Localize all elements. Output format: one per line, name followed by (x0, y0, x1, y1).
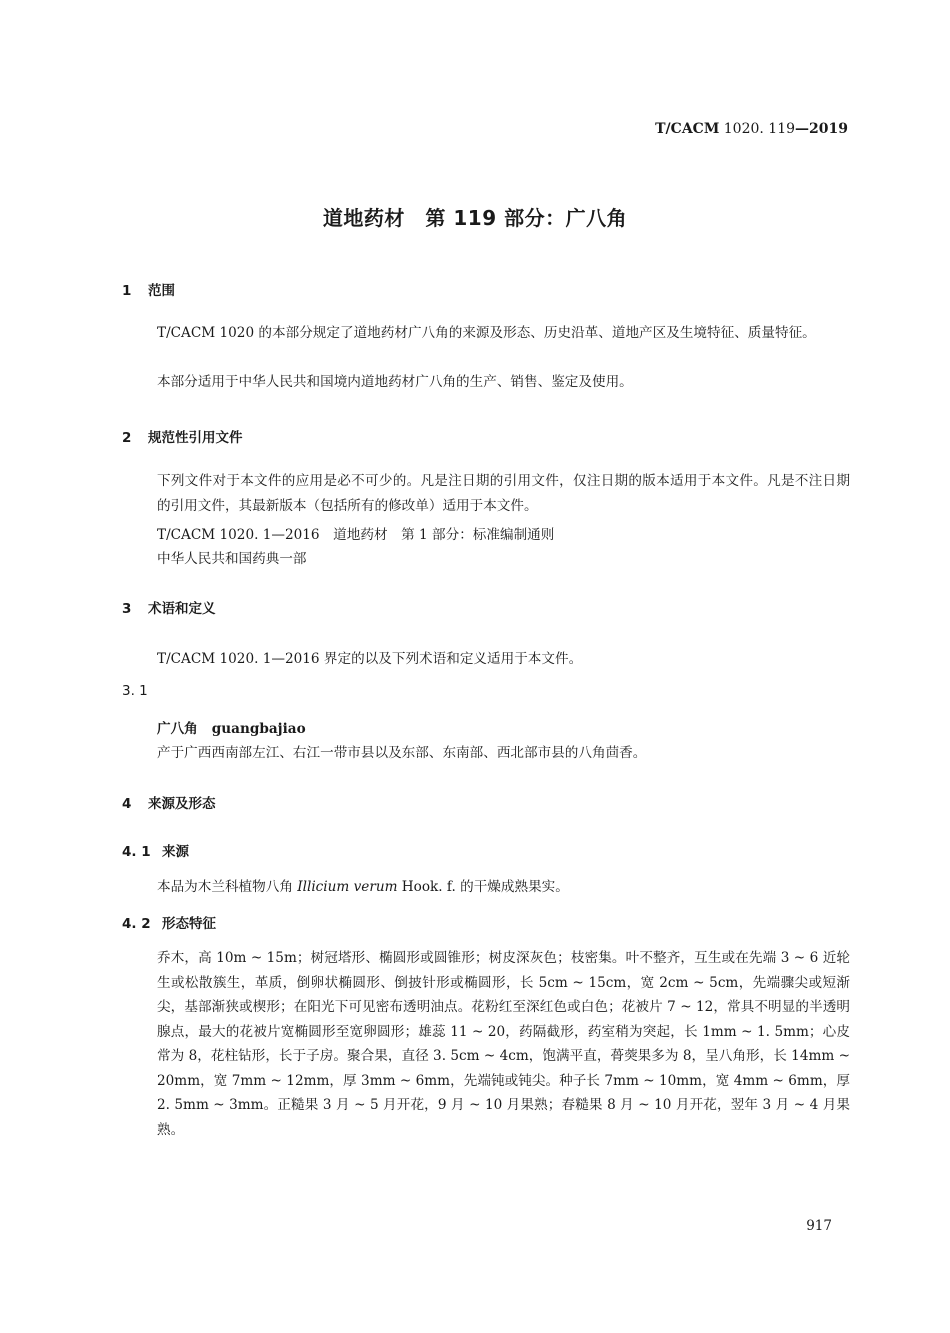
term-entry: 广八角 guangbajiao (157, 721, 306, 737)
clause-3-1-number: 3. 1 (122, 683, 148, 699)
normative-reference-1: T/CACM 1020. 1—2016 道地药材 第 1 部分：标准编制通则 (157, 527, 555, 543)
section-1-heading: 1 范围 (122, 283, 175, 299)
section-2-heading: 2 规范性引用文件 (122, 430, 243, 446)
section-4-heading: 4 来源及形态 (122, 796, 216, 812)
page-number: 917 (806, 1218, 832, 1234)
section-1-paragraph-2: 本部分适用于中华人民共和国境内道地药材广八角的生产、销售、鉴定及使用。 (157, 374, 633, 390)
term-definition: 产于广西西南部左江、右江一带市县以及东部、东南部、西北部市县的八角茴香。 (157, 745, 647, 761)
standard-number: T/CACM 1020. 119—2019 (655, 121, 848, 137)
clause-4-2-heading: 4. 2 形态特征 (122, 916, 216, 932)
section-3-paragraph: T/CACM 1020. 1—2016 界定的以及下列术语和定义适用于本文件。 (157, 651, 583, 667)
section-1-paragraph-1: T/CACM 1020 的本部分规定了道地药材广八角的来源及形态、历史沿革、道地产区及生境特征、质量特征。 (157, 325, 816, 341)
morphology-paragraph: 乔木，高 10m ~ 15m；树冠塔形、椭圆形或圆锥形；树皮深灰色；枝密集。叶不整齐，互生或在先端 3 ~ 6 近轮生或松散簇生，革质，倒卵状椭圆形、倒披针形或椭圆形，长 5cm ~ 15cm，宽 2cm ~ 5cm，先端骤尖或短渐尖，基部渐狭或楔形；在阳光下可见密布透明油点。花粉红至深红色或白色；花被片 7 ~ 12，常具不明显的半透明腺点，最大的花被片宽椭圆形至宽卵圆形；雄蕊 11 ~ 20，药隔截形，药室稍为突起，长 1mm ~ 1. 5mm；心皮常为 8，花柱钻形，长于子房。聚合果，直径 3. 5cm ~ 4cm，饱满平直，蓇葖果多为 8，呈八角形，长 14mm ~ 20mm，宽 7mm ~ 12mm，厚 3mm ~ 6mm，先端钝或钝尖。种子长 7mm ~ 10mm，宽 4mm ~ 6mm，厚 2. 5mm ~ 3mm。正糙果 3 月 ~ 5 月开花，9 月 ~ 10 月果熟；春糙果 8 月 ~ 10 月开花，翌年 3 月 ~ 4 月果熟。 (157, 950, 850, 1138)
clause-4-1-heading: 4. 1 来源 (122, 844, 189, 860)
source-paragraph: 本品为木兰科植物八角 Illicium verum Hook. f. 的干燥成熟果实。 (157, 879, 569, 895)
section-3-heading: 3 术语和定义 (122, 601, 216, 617)
normative-reference-2: 中华人民共和国药典一部 (157, 551, 307, 567)
latin-species-name: Illicium verum (297, 879, 398, 895)
document-title: 道地药材 第 119 部分：广八角 (322, 206, 628, 230)
section-2-paragraph: 下列文件对于本文件的应用是必不可少的。凡是注日期的引用文件，仅注日期的版本适用于本文件。凡是不注日期的引用文件，其最新版本（包括所有的修改单）适用于本文件。 (157, 473, 850, 514)
